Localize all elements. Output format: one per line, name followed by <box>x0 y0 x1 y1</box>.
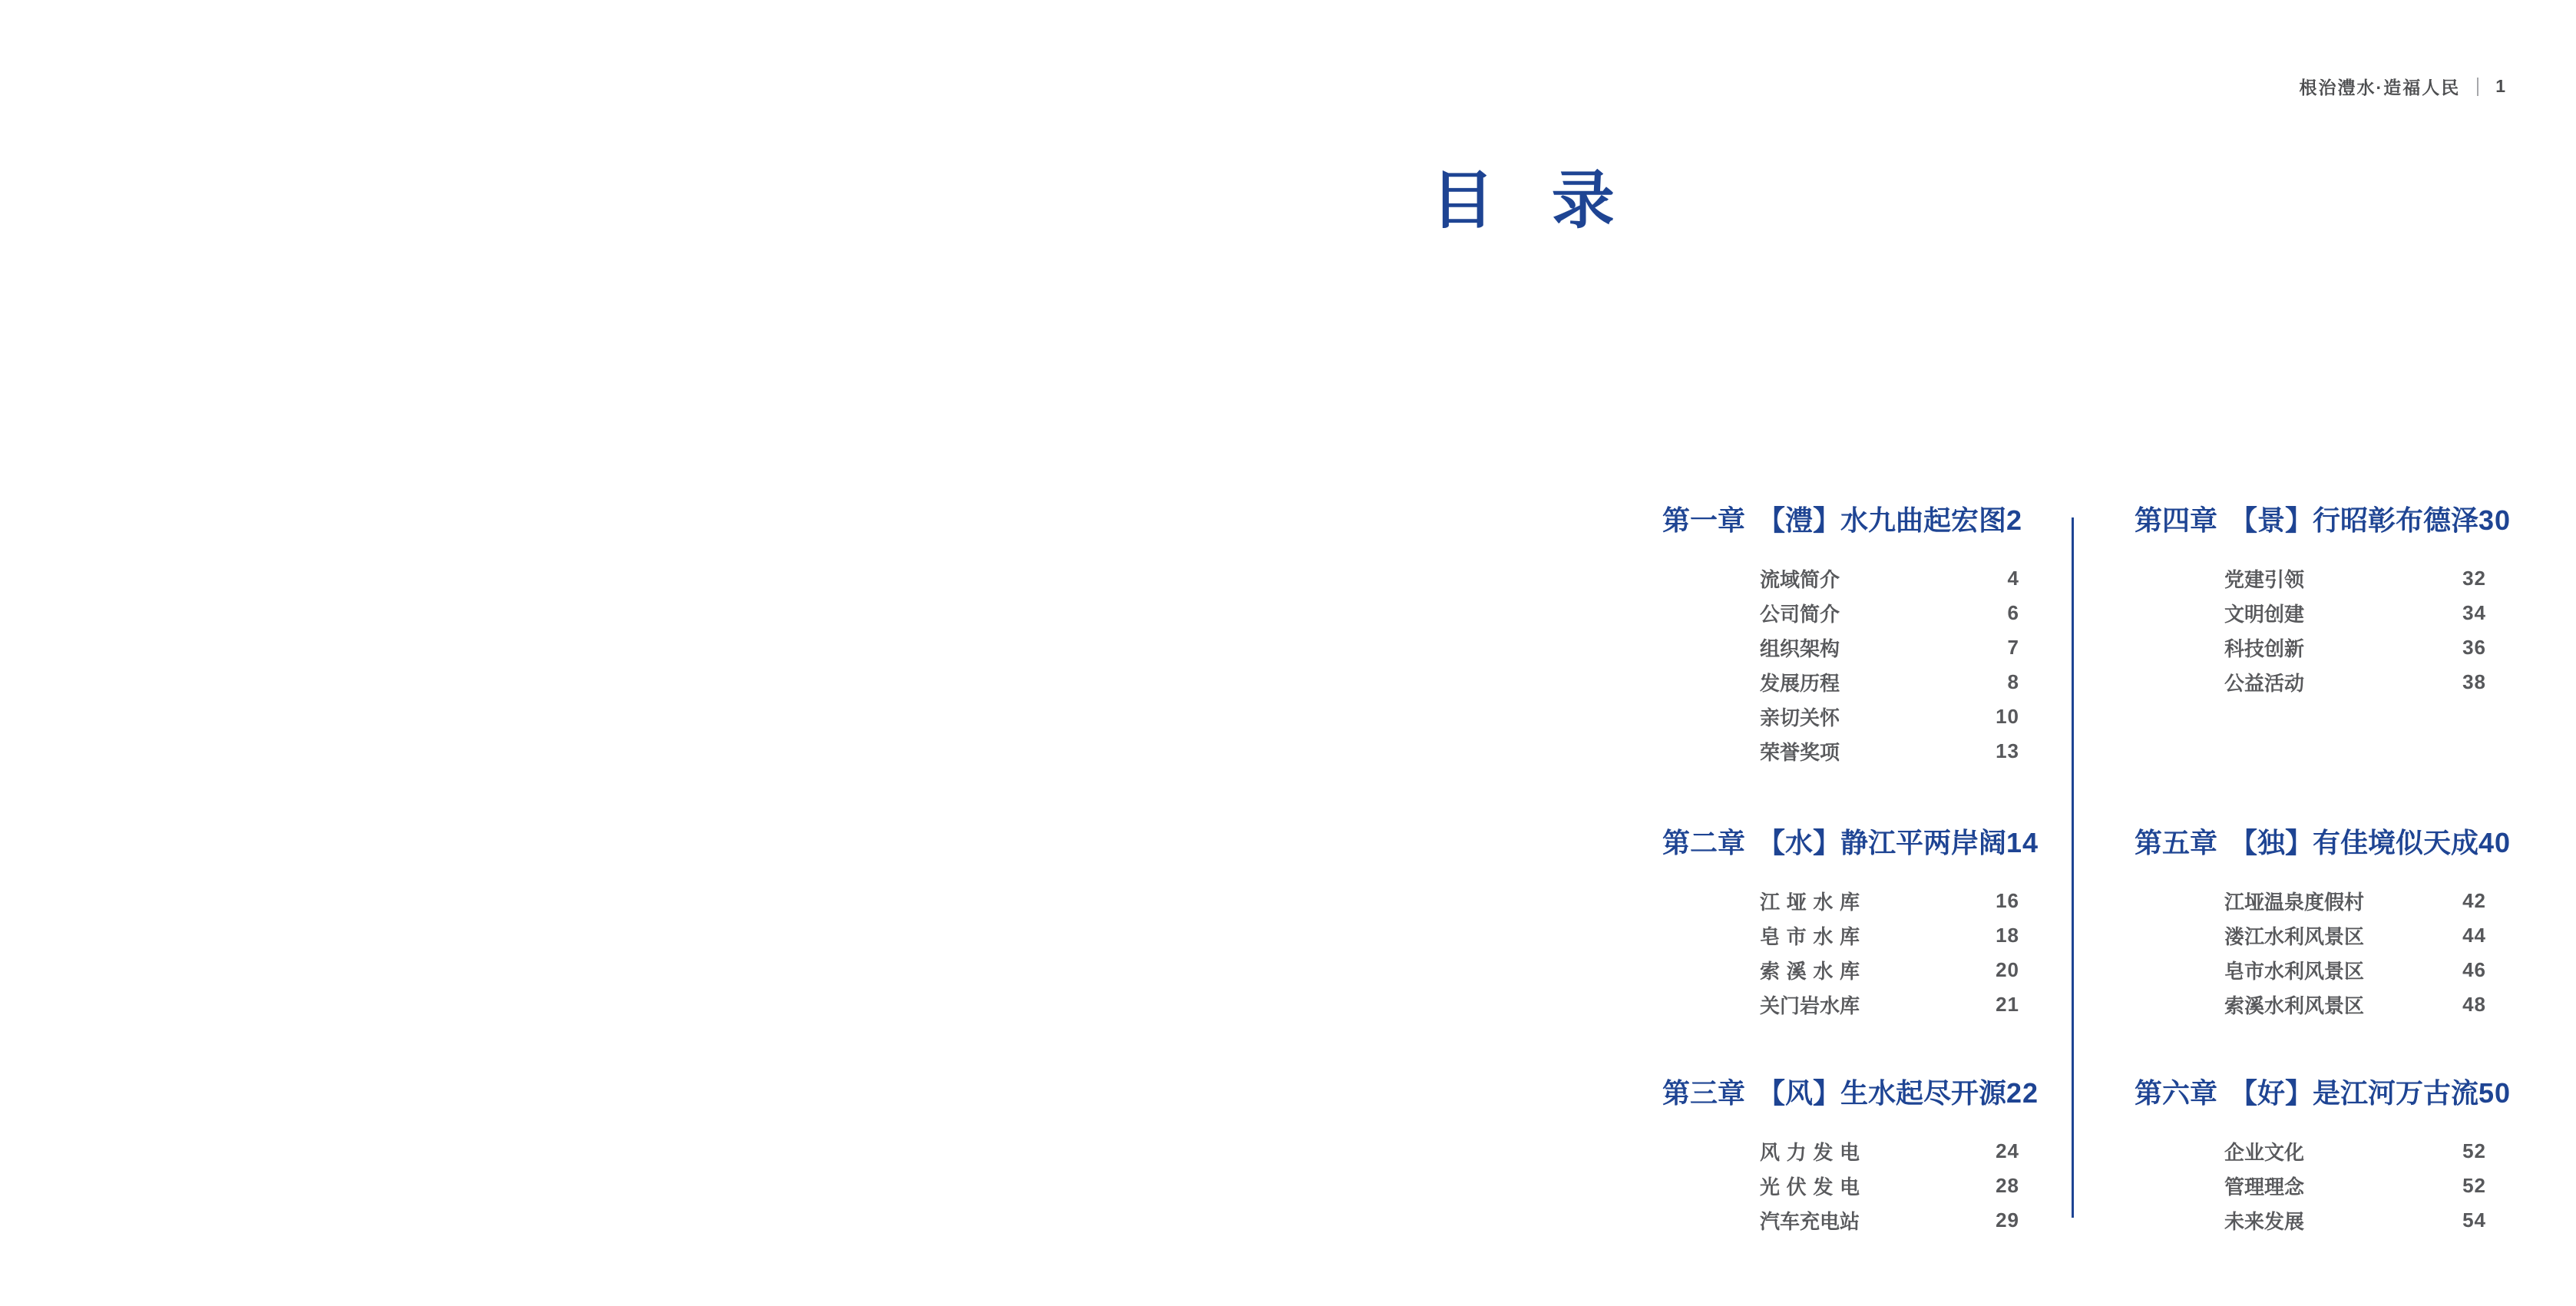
toc-item-page-number: 29 <box>1996 1208 2019 1232</box>
toc-item-page-number: 13 <box>1996 739 2019 762</box>
toc-item-page-number: 32 <box>2462 567 2486 590</box>
toc-item[interactable] <box>2224 561 2486 596</box>
page-header <box>2300 74 2507 99</box>
toc-item-label: 江垭温泉度假村 <box>2224 891 2365 914</box>
chapter-title: 【风】生水起尽开源 <box>1758 1077 2007 1109</box>
chapter-number: 第二章 <box>1662 827 1746 858</box>
toc-item[interactable] <box>2224 630 2486 665</box>
toc-item[interactable] <box>2224 884 2486 918</box>
toc-section <box>2135 503 2512 825</box>
toc-item-label: 公司简介 <box>1760 603 1840 626</box>
toc-item[interactable] <box>1760 630 2019 665</box>
toc-item-page-number: 42 <box>2462 889 2486 912</box>
toc-item[interactable] <box>2224 953 2486 987</box>
chapter-item-list <box>2135 561 2486 699</box>
toc-item[interactable] <box>2224 1169 2486 1203</box>
toc-item-label: 发展历程 <box>1760 672 1840 695</box>
toc-item-page-number: 28 <box>1996 1174 2019 1197</box>
chapter-page-number: 40 <box>2478 827 2512 858</box>
toc-item[interactable] <box>1760 884 2019 918</box>
chapter-title: 【好】是江河万古流 <box>2230 1077 2479 1109</box>
toc-item[interactable] <box>2224 1203 2486 1238</box>
chapter-heading[interactable] <box>2135 503 2512 538</box>
chapter-page-number: 14 <box>2006 827 2039 858</box>
toc-item-page-number: 7 <box>2007 636 2019 659</box>
toc-item[interactable] <box>2224 596 2486 630</box>
toc-item-label: 管理理念 <box>2224 1175 2305 1199</box>
toc-item-label: 企业文化 <box>2224 1141 2305 1164</box>
chapter-number: 第六章 <box>2135 1077 2218 1109</box>
chapter-label <box>2135 503 2478 538</box>
chapter-page-number: 50 <box>2478 1077 2512 1109</box>
toc-item-page-number: 8 <box>2007 670 2019 693</box>
chapter-title: 【独】有佳境似天成 <box>2230 827 2479 858</box>
header-page-number: 1 <box>2495 76 2507 96</box>
toc-item-label: 风力发电 <box>1760 1141 1860 1164</box>
toc-item[interactable] <box>2224 665 2486 699</box>
toc-item-page-number: 10 <box>1996 705 2019 728</box>
toc-item-page-number: 20 <box>1996 958 2019 981</box>
chapter-number: 第三章 <box>1662 1077 1746 1109</box>
chapter-item-list <box>1662 1134 2019 1238</box>
chapter-item-list <box>1662 884 2019 1022</box>
chapter-page-number: 30 <box>2478 504 2512 536</box>
chapter-label <box>2135 825 2478 861</box>
toc-item-page-number: 16 <box>1996 889 2019 912</box>
toc-item-label: 汽车充电站 <box>1760 1210 1860 1233</box>
toc-item-page-number: 24 <box>1996 1139 2019 1162</box>
toc-item-page-number: 34 <box>2462 601 2486 624</box>
toc-item-label: 文明创建 <box>2224 603 2305 626</box>
toc-item-label: 科技创新 <box>2224 637 2305 660</box>
toc-section <box>1662 503 2023 825</box>
chapter-number: 第五章 <box>2135 827 2218 858</box>
toc-item-label: 溇江水利风景区 <box>2224 925 2365 948</box>
chapter-item-list <box>1662 561 2019 769</box>
toc-item-label: 公益活动 <box>2224 672 2305 695</box>
toc-section <box>1662 825 2039 1076</box>
chapter-heading[interactable] <box>1662 503 2023 538</box>
toc-item[interactable] <box>1760 596 2019 630</box>
chapter-heading[interactable] <box>1662 825 2039 861</box>
toc-item-page-number: 6 <box>2007 601 2019 624</box>
toc-item-label: 索溪水库 <box>1760 960 1860 983</box>
toc-item-page-number: 54 <box>2462 1208 2486 1232</box>
chapter-heading[interactable] <box>2135 825 2512 861</box>
toc-item-page-number: 4 <box>2007 567 2019 590</box>
chapter-label <box>1662 1076 2006 1111</box>
toc-item[interactable] <box>1760 734 2019 769</box>
toc-item-label: 荣誉奖项 <box>1760 741 1840 764</box>
toc-item-label: 皂市水库 <box>1760 925 1860 948</box>
chapter-page-number: 2 <box>2006 504 2023 536</box>
toc-item[interactable] <box>2224 918 2486 953</box>
chapter-number: 第一章 <box>1662 504 1746 536</box>
chapter-page-number: 22 <box>2006 1077 2039 1109</box>
toc-item[interactable] <box>1760 561 2019 596</box>
toc-item-page-number: 38 <box>2462 670 2486 693</box>
chapter-heading[interactable] <box>1662 1076 2039 1111</box>
chapter-label <box>1662 503 2006 538</box>
toc-item-page-number: 52 <box>2462 1139 2486 1162</box>
toc-item-page-number: 46 <box>2462 958 2486 981</box>
chapter-item-list <box>2135 884 2486 1022</box>
chapter-number: 第四章 <box>2135 504 2218 536</box>
toc-section <box>2135 825 2512 1076</box>
toc-item-page-number: 52 <box>2462 1174 2486 1197</box>
toc-item[interactable] <box>1760 1169 2019 1203</box>
toc-item-label: 皂市水利风景区 <box>2224 960 2365 983</box>
toc-item[interactable] <box>2224 1134 2486 1169</box>
toc-item-label: 流域简介 <box>1760 568 1840 591</box>
chapter-title: 【景】行昭彰布德泽 <box>2230 504 2479 536</box>
toc-section <box>1662 1076 2039 1238</box>
toc-right-column <box>2135 503 2512 1238</box>
toc-item-page-number: 36 <box>2462 636 2486 659</box>
toc-item-page-number: 48 <box>2462 993 2486 1016</box>
toc-item-label: 组织架构 <box>1760 637 1840 660</box>
chapter-title: 【澧】水九曲起宏图 <box>1758 504 2007 536</box>
toc-item[interactable] <box>2224 987 2486 1022</box>
chapter-label <box>2135 1076 2478 1111</box>
toc-item[interactable] <box>1760 1203 2019 1238</box>
toc-section <box>2135 1076 2512 1238</box>
toc-item-page-number: 44 <box>2462 924 2486 947</box>
header-slogan: 根治澧水·造福人民 <box>2299 78 2461 98</box>
toc-left-column <box>1662 503 2039 1238</box>
chapter-title: 【水】静江平两岸阔 <box>1758 827 2007 858</box>
toc-item-label: 索溪水利风景区 <box>2224 994 2365 1017</box>
toc-item-label: 党建引领 <box>2224 568 2305 591</box>
chapter-heading[interactable] <box>2135 1076 2512 1111</box>
toc-item[interactable] <box>1760 665 2019 699</box>
toc-item-label: 江垭水库 <box>1760 891 1860 914</box>
toc-item-page-number: 21 <box>1996 993 2019 1016</box>
chapter-item-list <box>2135 1134 2486 1238</box>
toc-item[interactable] <box>1760 987 2019 1022</box>
toc-item-label: 光伏发电 <box>1760 1175 1860 1199</box>
toc-item[interactable] <box>1760 1134 2019 1169</box>
toc-item-page-number: 18 <box>1996 924 2019 947</box>
toc-item-label: 关门岩水库 <box>1760 994 1860 1017</box>
toc-item-label: 未来发展 <box>2224 1210 2305 1233</box>
toc-item-label: 亲切关怀 <box>1760 706 1840 729</box>
page-title: 目 录 <box>1431 166 1616 236</box>
column-divider <box>2072 517 2074 1218</box>
header-divider <box>2477 78 2478 96</box>
toc-item[interactable] <box>1760 699 2019 734</box>
chapter-label <box>1662 825 2006 861</box>
toc-item[interactable] <box>1760 918 2019 953</box>
toc-item[interactable] <box>1760 953 2019 987</box>
